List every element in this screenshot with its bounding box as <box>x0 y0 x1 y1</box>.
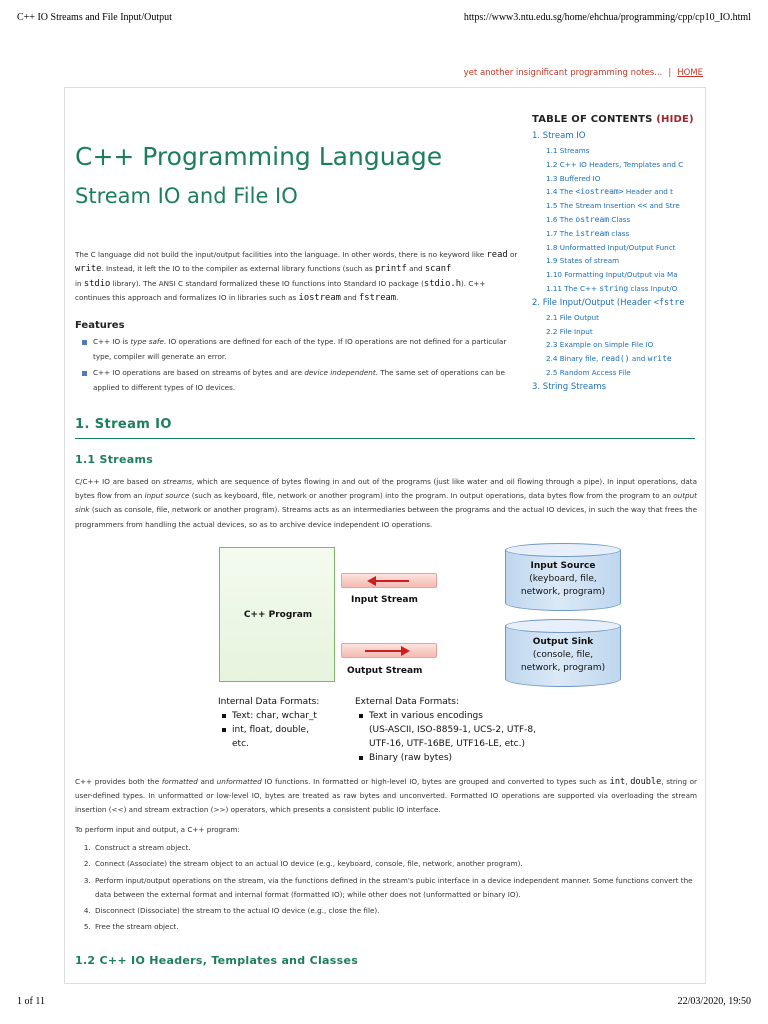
print-footer <box>17 996 751 1010</box>
toc-item[interactable]: 2. File Input/Output (Header <fstre <box>532 297 685 308</box>
output-sink-line1: (console, file, <box>532 650 594 660</box>
list-item: etc. <box>232 739 249 749</box>
page-subtitle: Stream IO and File IO <box>75 184 298 208</box>
stream-io-diagram <box>215 543 606 763</box>
toc-item[interactable]: 2.5 Random Access File <box>546 367 631 377</box>
output-arrow-line <box>365 650 401 652</box>
output-stream-label: Output Stream <box>347 666 423 676</box>
list-item: 1. Construct a stream object. <box>93 841 697 855</box>
perform-io-intro: To perform input and output, a C++ program: <box>75 825 240 834</box>
arrow-left-icon <box>367 576 376 586</box>
table-of-contents <box>532 114 702 395</box>
formatted-io-paragraph: C++ provides both the formatted and unformatted IO functions. In formatted or high-level IO, bytes are grouped and converted to types such as int, double, string or user-defined types. In unformatted or low-level IO, bytes are treated as raw bytes and unconverted. Formatted IO operations are supported via overloading the stream insertion (<<) and stream extraction (>>) operators, which presents a consistent public IO interface. <box>75 777 697 815</box>
subsection-heading-streams: 1.1 Streams <box>75 453 154 466</box>
top-nav <box>464 68 703 78</box>
home-link[interactable]: HOME <box>677 68 703 78</box>
toc-item[interactable]: 1. Stream IO <box>532 131 586 141</box>
list-item: Text in various encodings <box>355 709 565 723</box>
list-item: 3. Perform input/output operations on the stream, via the functions defined in the stream's pubic interface in a device independent manner. Some functions convert the data between the external format and internal format (formatted IO); while other does not (unformatted or binary IO). <box>93 874 697 903</box>
list-item: UTF-16, UTF-16BE, UTF16-LE, etc.) <box>369 739 525 749</box>
print-title: C++ IO Streams and File Input/Output <box>17 12 172 23</box>
internal-formats-title: Internal Data Formats: <box>218 697 320 707</box>
subsection-heading-io-headers: 1.2 C++ IO Headers, Templates and Classes <box>75 954 359 967</box>
streams-paragraph: C/C++ IO are based on streams, which are sequence of bytes flowing in and out of the programs (just like water and oil flowing through a pipe). In input operations, data bytes flow from an input source (such as keyboard, file, network or another program) into the program. In output operations, data bytes flow from the program to an output sink (such as console, file, network or another program). Streams acts as an intermediaries between the programs and the actual IO devices, in such the way that frees the programmers from handling the actual devices, so as to archive device independent IO operations. <box>75 477 697 529</box>
arrow-right-icon <box>401 646 410 656</box>
toc-item[interactable]: 1.1 Streams <box>546 146 590 155</box>
tagline: yet another insignificant programming notes... <box>463 68 663 78</box>
output-sink-line2: network, program) <box>520 663 606 673</box>
section-heading-stream-io: 1. Stream IO <box>75 417 172 432</box>
toc-item[interactable]: 1.8 Unformatted Input/Output Funct <box>546 242 676 252</box>
print-header <box>17 12 751 26</box>
list-item: C++ IO operations are based on streams of bytes and are device independent. The same set of operations can be applied to different types of IO devices. <box>79 365 519 395</box>
toc-item[interactable]: 3. String Streams <box>532 381 607 392</box>
toc-item[interactable]: 2.2 File Input <box>546 326 593 336</box>
list-item: Binary (raw bytes) <box>355 751 565 765</box>
features-heading: Features <box>75 320 125 331</box>
toc-item[interactable]: 1.2 C++ IO Headers, Templates and C <box>546 159 684 169</box>
section-divider <box>75 438 695 439</box>
page-number: 1 of 11 <box>17 996 45 1007</box>
list-item: 2. Connect (Associate) the stream object to an actual IO device (e.g., keyboard, console, file, network, another program). <box>93 857 697 871</box>
page-title: C++ Programming Language <box>75 142 443 171</box>
list-item: int, float, double, <box>218 723 348 737</box>
toc-item[interactable]: 1.4 The <iostream> Header and t <box>546 187 673 197</box>
toc-item[interactable]: 1.6 The ostream Class <box>546 214 631 224</box>
list-item: 4. Disconnect (Dissociate) the stream to the actual IO device (e.g., close the file). <box>93 904 697 918</box>
input-source-title: Input Source <box>530 561 596 571</box>
external-formats-title: External Data Formats: <box>355 697 459 707</box>
toc-item[interactable]: 1.5 The Stream Insertion << and Stre <box>546 201 680 211</box>
intro-paragraph: The C language did not build the input/output facilities into the language. In other words, there is no keyword like read or write. Instead, it left the IO to the compiler as external library functions (such as printf and scanf in stdio library). The ANSI C standard formalized these IO functions into Standard IO package (stdio.h). C++ continues this approach and formalizes IO in libraries such as iostream and fstream. <box>75 250 518 303</box>
toc-item[interactable]: 2.1 File Output <box>546 312 599 322</box>
external-formats <box>355 695 565 765</box>
list-item: 5. Free the stream object. <box>93 920 697 934</box>
input-source-cylinder <box>505 543 621 613</box>
steps-list <box>93 841 697 937</box>
input-stream-label: Input Stream <box>351 595 418 605</box>
features-list <box>79 334 519 396</box>
toc-item[interactable]: 2.3 Example on Simple File IO <box>546 340 654 350</box>
print-datetime: 22/03/2020, 19:50 <box>677 996 751 1007</box>
toc-item[interactable]: 1.7 The istream class <box>546 228 630 238</box>
output-sink-cylinder <box>505 619 621 689</box>
toc-title <box>532 114 702 125</box>
internal-formats <box>218 695 348 751</box>
print-url[interactable]: https://www3.ntu.edu.sg/home/ehchua/programming/cpp/cp10_IO.html <box>463 12 751 23</box>
toc-title-text: TABLE OF CONTENTS <box>532 114 653 125</box>
list-item: Text: char, wchar_t <box>218 709 348 723</box>
output-sink-title: Output Sink <box>532 637 594 647</box>
cpp-program-label: C++ Program <box>243 610 313 620</box>
toc-list <box>532 131 702 392</box>
content-page <box>64 87 706 984</box>
toc-item[interactable]: 1.11 The C++ string class Input/O <box>546 283 678 293</box>
toc-item[interactable]: 1.3 Buffered IO <box>546 173 601 183</box>
nav-separator: | <box>668 68 672 78</box>
toc-hide-link[interactable]: (HIDE) <box>656 114 694 125</box>
toc-item[interactable]: 1.9 States of stream <box>546 256 620 266</box>
input-source-line1: (keyboard, file, <box>529 574 597 584</box>
toc-item[interactable]: 2.4 Binary file, read() and write <box>546 354 672 364</box>
cpp-program-box <box>219 547 335 682</box>
input-arrow-line <box>375 580 409 582</box>
list-item: (US-ASCII, ISO-8859-1, UCS-2, UTF-8, <box>369 725 536 735</box>
list-item: C++ IO is type safe. IO operations are defined for each of the type. If IO operations are not defined for a particular type, compiler will generate an error. <box>79 334 519 364</box>
toc-item[interactable]: 1.10 Formatting Input/Output via Ma <box>546 270 678 280</box>
input-source-line2: network, program) <box>520 587 606 597</box>
